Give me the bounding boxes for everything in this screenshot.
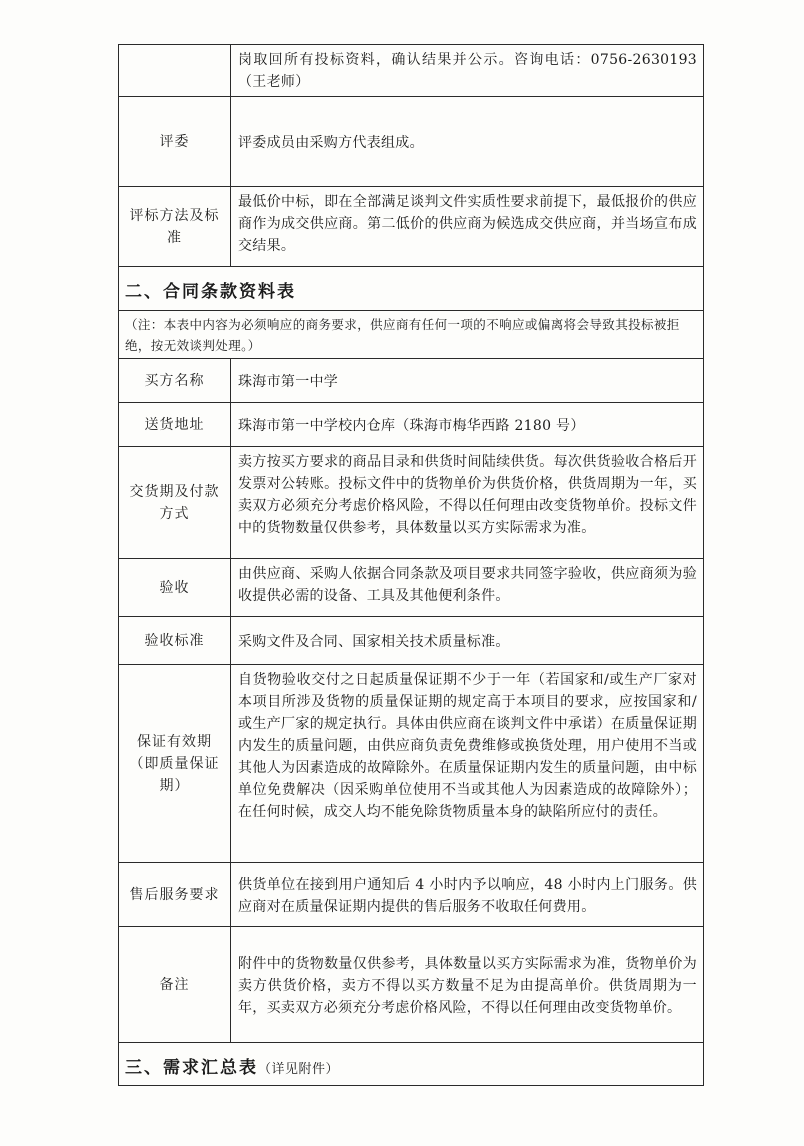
row-value: 最低价中标，即在全部满足谈判文件实质性要求前提下，最低报价的供应商作为成交供应商。第二低价的供应商为候选成交供应商，并当场宣布成交结果。 [238,194,697,254]
table-row [119,617,703,665]
row-label: 评委 [119,97,231,186]
table-row [119,447,703,559]
section-header [119,267,703,311]
row-label: 验收标准 [119,617,231,664]
table-row [119,187,703,267]
row-value: 珠海市第一中学校内仓库（珠海市梅华西路 2180 号） [238,417,585,434]
row-label: 送货地址 [119,403,231,446]
row-value: 评委成员由采购方代表组成。 [238,134,424,151]
section-note: （注：本表中内容为必须响应的商务要求，供应商有任何一项的不响应或偏离将会导致其投标被拒绝，按无效谈判处理。） [125,317,680,353]
row-value: 珠海市第一中学 [238,373,339,390]
section-note-row [119,311,703,359]
section-header [119,1043,703,1087]
row-label: 买方名称 [119,359,231,402]
section-title-wrap [125,1053,339,1078]
requirements-document [118,44,704,1086]
row-value: 附件中的货物数量仅供参考，具体数量以买方实际需求为准，货物单价为卖方供货价格，卖方不得以买方数量不足为由提高单价。供货周期为一年，买卖双方必须充分考虑价格风险，不得以任何理由改变货物单价。 [238,955,697,1016]
table-row [119,665,703,863]
row-value: 采购文件及合同、国家相关技术质量标准。 [238,633,510,650]
row-value: 卖方按买方要求的商品目录和供货时间陆续供货。每次供货验收合格后开发票对公转账。投标文件中的货物单价为供货价格，供货周期为一年，买卖双方必须充分考虑价格风险，不得以任何理由改变货物单价。投标文件中的货物数量仅供参考，具体数量以买方实际需求为准。 [238,454,697,536]
row-value: 岗取回所有投标资料，确认结果并公示。咨询电话：0756-2630193（王老师） [238,52,697,90]
row-label: 验收 [119,559,231,616]
section-title: 二、合同条款资料表 [125,282,296,302]
table-row [119,359,703,403]
row-value: 供货单位在接到用户通知后 4 小时内予以响应，48 小时内上门服务。供应商对在质量保证期内提供的售后服务不收取任何费用。 [238,876,697,915]
table-row [119,97,703,187]
section-subtitle: （详见附件） [258,1062,340,1077]
row-label [119,45,231,96]
row-label: 保证有效期（即质量保证期） [119,665,231,862]
row-value: 自货物验收交付之日起质量保证期不少于一年（若国家和/或生产厂家对本项目所涉及货物的质量保证期的规定高于本项目的要求，应按国家和/或生产厂家的规定执行。具体由供应商在谈判文件中承诺）在质量保证期内发生的质量问题，由供应商负责免费维修或换货处理，用户使用不当或其他人为因素造成的故障除外。在质量保证期内发生的质量问题，由中标单位免费解决（因采购单位使用不当或其他人为因素造成的故障除外）；在任何时候，成交人均不能免除货物质量本身的缺陷所应付的责任。 [238,672,697,820]
row-label: 交货期及付款方式 [119,447,231,558]
table-row [119,863,703,927]
row-label: 售后服务要求 [119,863,231,926]
section-title: 三、需求汇总表 [125,1058,258,1078]
table-row [119,927,703,1043]
table-row [119,45,703,97]
table-row [119,403,703,447]
row-label: 备注 [119,927,231,1042]
row-label: 评标方法及标准 [119,187,231,266]
table-row [119,559,703,617]
row-value: 由供应商、采购人依据合同条款及项目要求共同签字验收，供应商须为验收提供必需的设备、工具及其他便利条件。 [238,566,697,604]
